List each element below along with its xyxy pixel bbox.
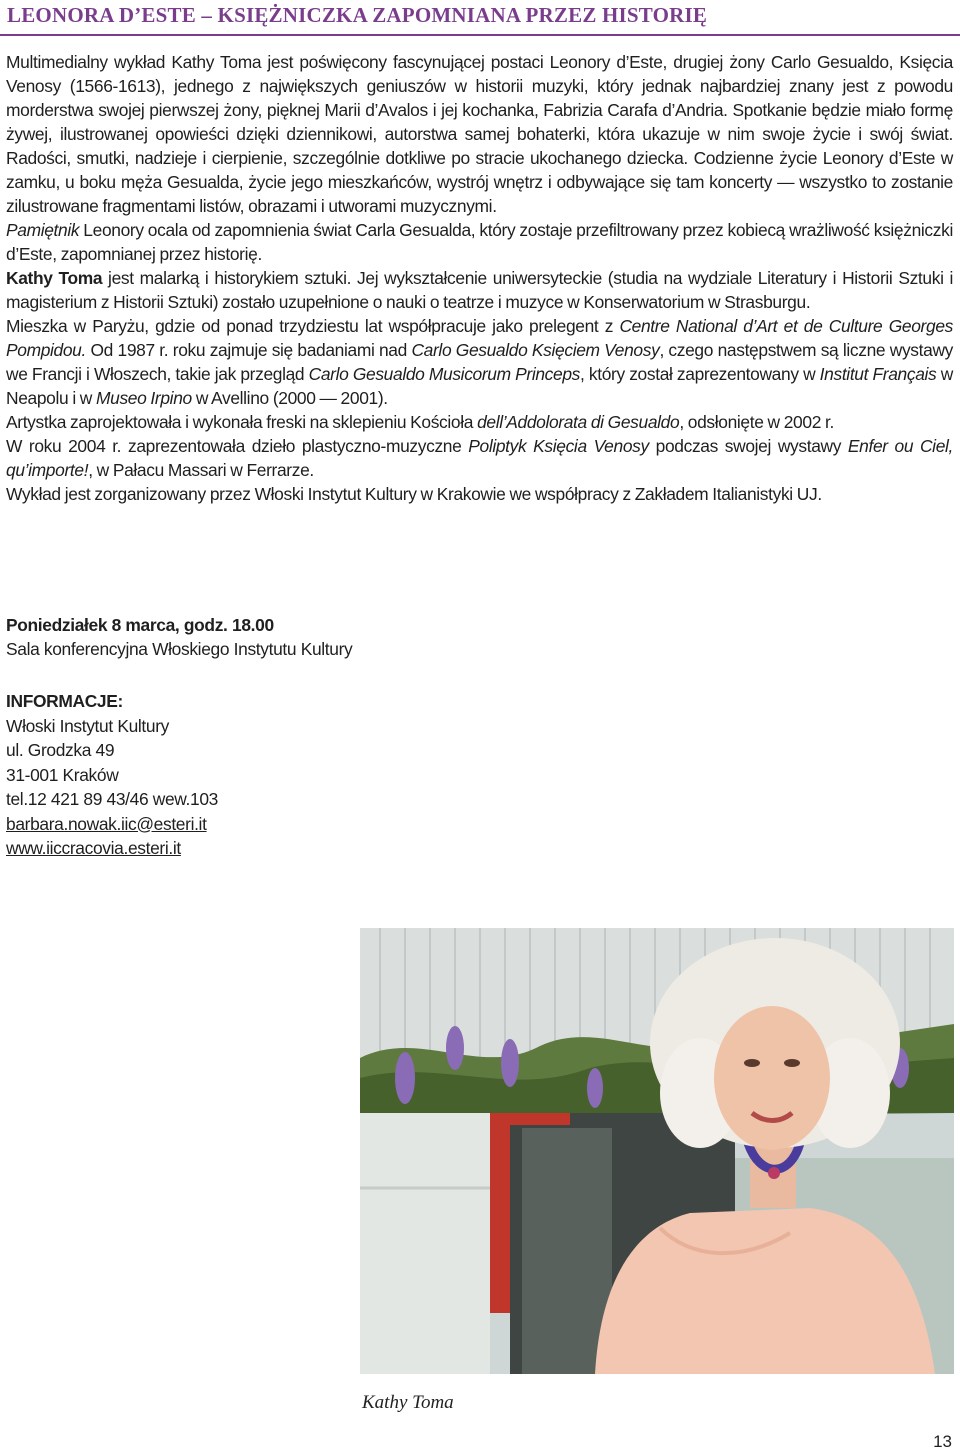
website-link[interactable]: www.iiccracovia.esteri.it xyxy=(6,838,181,858)
text-run: podczas swojej wystawy xyxy=(648,436,848,456)
article-body xyxy=(6,50,953,506)
info-heading: INFORMACJE: xyxy=(6,691,123,711)
italic-run: Museo Irpino xyxy=(96,388,192,408)
event-venue: Sala konferencyjna Włoskiego Instytutu Kultury xyxy=(6,639,353,659)
italic-run: Centre National d’Art et de Culture Georges Pompidou. xyxy=(6,316,953,360)
text-run: w Avellino (2000 — 2001). xyxy=(191,388,388,408)
info-street: ul. Grodzka 49 xyxy=(6,740,115,760)
portrait-illustration xyxy=(360,928,954,1374)
italic-run: Institut Français xyxy=(819,364,937,384)
paragraph-bio xyxy=(6,266,953,314)
text-run: Od 1987 r. roku zajmuje się badaniami nad xyxy=(86,340,412,360)
text-run: , w Pałacu Massari w Ferrarze. xyxy=(88,460,314,480)
info-phone: tel.12 421 89 43/46 wew.103 xyxy=(6,789,218,809)
event-date: Poniedziałek 8 marca, godz. 18.00 xyxy=(6,615,274,635)
text-run: , czego następstwem są liczne wystawy we Francji i Włoszech, takie jak przegląd xyxy=(6,340,953,384)
paragraph-diary-text: Leonory ocala od zapomnienia świat Carla Gesualda, który zostaje przefiltrowany przez kobiecą wrażliwość księżniczki d’Este, zapomnianej przez historię. xyxy=(6,220,953,264)
paragraph-career xyxy=(6,314,953,410)
page-title: LEONORA D’ESTE – KSIĘŻNICZKA ZAPOMNIANA PRZEZ HISTORIĘ xyxy=(7,3,708,27)
info-org: Włoski Instytut Kultury xyxy=(6,715,170,736)
photo-caption: Kathy Toma xyxy=(362,1392,454,1413)
italic-run: Carlo Gesualdo Księciem Venosy xyxy=(411,340,660,360)
italic-run: Carlo Gesualdo Musicorum Princeps xyxy=(308,364,581,384)
portrait-photo xyxy=(360,928,954,1374)
text-run: Artystka zaprojektowała i wykonała freski na sklepieniu Kościoła xyxy=(6,412,478,432)
event-details xyxy=(6,613,606,661)
info-block xyxy=(6,689,606,861)
text-run: , który został zaprezentowany w xyxy=(580,364,820,384)
email-link[interactable]: barbara.nowak.iic@esteri.it xyxy=(6,813,207,834)
paragraph-polyptych xyxy=(6,434,953,482)
italic-run: Enfer ou Ciel, qu’importe! xyxy=(6,436,954,480)
title-rule xyxy=(0,34,960,36)
italic-run: dell’Addolorata di Gesualdo xyxy=(477,412,680,432)
italic-run: Poliptyk Księcia Venosy xyxy=(468,436,649,456)
paragraph-frescoes xyxy=(6,410,953,434)
paragraph-intro: Multimedialny wykład Kathy Toma jest poświęcony fascynującej postaci Leonory d’Este, drugiej żony Carlo Gesualdo, Księcia Venosy (1566-1613), jednego z największych geniuszów w historii muzyki, który jednak najbardziej znany jest z powodu morderstwa swojej pierwszej żony, pięknej Marii d’Avalos i jej kochanka, Fabrizia Carafa d’Andria. Spotkanie będzie miało formę żywej, ilustrowanej opowieści dzięki dziennikowi, autorstwa samej bohaterki, która ukazuje w nim swoje życie i swój świat. Radości, smutki, nadzieje i cierpienie, szczególnie dotkliwe po stracie ukochanego dziecka. Codzienne życie Leonory d’Este w zamku, u boku męża Gesualda, życie jego mieszkańców, wystrój wnętrz i odbywające się tam koncerty — wszystko to zostanie zilustrowane fragmentami listów, obrazami i utworami muzycznymi. xyxy=(6,52,953,216)
info-city: 31-001 Kraków xyxy=(6,764,119,785)
text-run: , odsłonięte w 2002 r. xyxy=(679,412,834,432)
paragraph-bio-text: jest malarką i historykiem sztuki. Jej wykształcenie uniwersyteckie (studia na wydziale Literatury i Historii Sztuki i magisterium z Historii Sztuki) zostało uzupełnione o nauki o teatrze i muzyce w Konserwatorium w Strasburgu. xyxy=(6,268,953,312)
author-name: Kathy Toma xyxy=(6,268,103,288)
page-number: 13 xyxy=(933,1432,952,1451)
text-run: W roku 2004 r. zaprezentowała dzieło plastyczno-muzyczne xyxy=(6,436,469,456)
paragraph-organizer: Wykład jest zorganizowany przez Włoski Instytut Kultury w Krakowie we współpracy z Zakładem Italianistyki UJ. xyxy=(6,484,822,504)
paragraph-diary xyxy=(6,218,953,266)
diary-title: Pamiętnik xyxy=(6,220,80,240)
text-run: w Neapolu i w xyxy=(6,364,953,408)
text-run: Mieszka w Paryżu, gdzie od ponad trzydziestu lat współpracuje jako prelegent z xyxy=(6,316,620,336)
